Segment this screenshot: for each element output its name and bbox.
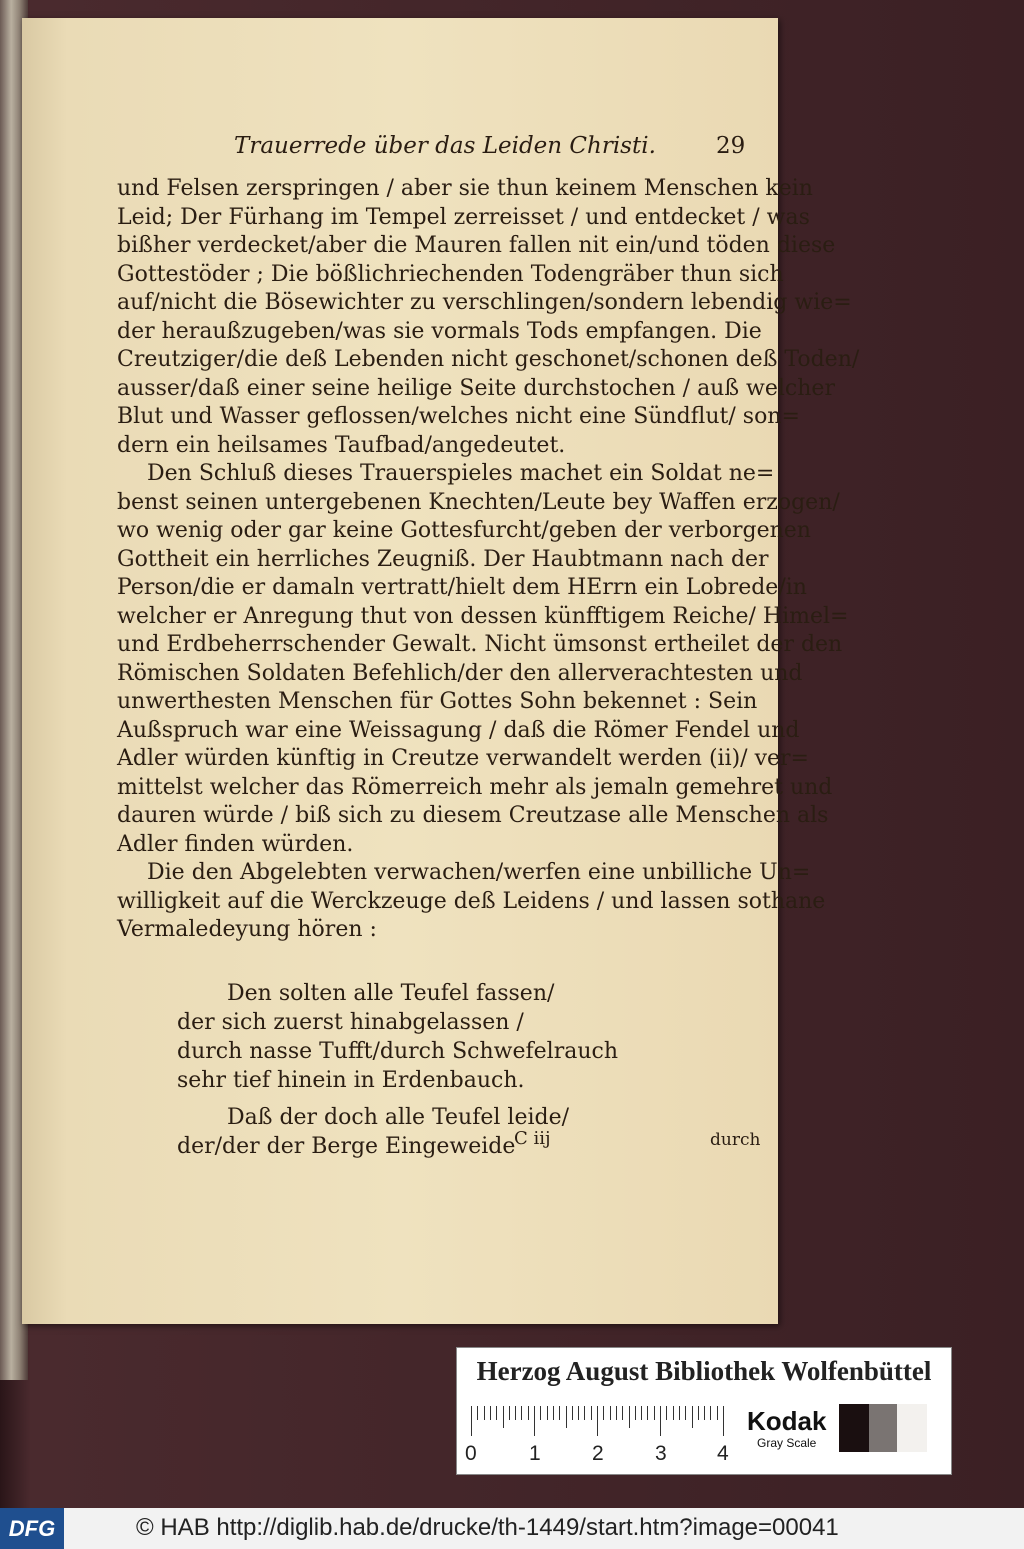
ruler-tick bbox=[647, 1406, 648, 1420]
ruler-tick bbox=[559, 1406, 560, 1420]
swatch-dark bbox=[839, 1404, 869, 1452]
ruler-tick bbox=[692, 1406, 693, 1428]
color-calibration-card bbox=[456, 1347, 952, 1475]
kodak-brand: Kodak bbox=[747, 1406, 827, 1436]
text-line: mittelst welcher das Römerreich mehr als jemaln gemehret und bbox=[117, 774, 833, 800]
ruler-tick bbox=[566, 1406, 567, 1428]
text-line: bißher verdecket/aber die Mauren fallen nit ein/und töden diese bbox=[117, 233, 836, 258]
scale-number: 3 bbox=[655, 1442, 667, 1465]
scale-number: 2 bbox=[592, 1442, 604, 1465]
scale-number: 4 bbox=[717, 1442, 729, 1465]
footer-bar bbox=[0, 1508, 1024, 1549]
ruler-tick bbox=[540, 1406, 541, 1420]
ruler-tick bbox=[629, 1406, 630, 1428]
ruler-tick bbox=[584, 1406, 585, 1420]
ruler-tick bbox=[515, 1406, 516, 1420]
scale-number: 0 bbox=[465, 1442, 477, 1465]
verse-line: der/der der Berge Eingeweide bbox=[177, 1134, 516, 1159]
ruler-tick bbox=[496, 1406, 497, 1420]
text-line: Die den Abgelebten verwachen/werfen eine unbilliche Un= bbox=[147, 860, 811, 885]
ruler-tick bbox=[528, 1406, 529, 1420]
ruler-tick bbox=[471, 1406, 472, 1436]
text-line: ausser/daß einer seine heilige Seite durchstochen / auß welcher bbox=[117, 375, 835, 401]
ruler-tick bbox=[572, 1406, 573, 1420]
footer-credit: © HAB http://diglib.hab.de/drucke/th-1449/start.htm?image=00041 bbox=[136, 1514, 839, 1541]
body-text bbox=[117, 176, 860, 1176]
scale-number: 1 bbox=[529, 1442, 541, 1465]
text-line: Person/die er damaln vertratt/hielt dem HErrn ein Lobrede/in bbox=[117, 575, 807, 600]
ruler-tick bbox=[477, 1406, 478, 1420]
text-line: und Felsen zerspringen / aber sie thun keinem Menschen kein bbox=[117, 176, 813, 201]
catchword: durch bbox=[710, 1130, 761, 1150]
ruler-tick bbox=[603, 1406, 604, 1420]
verse-line: Den solten alle Teufel fassen/ bbox=[227, 981, 555, 1006]
text-line: und Erdbeherrschender Gewalt. Nicht ümsonst ertheilet der den bbox=[117, 632, 843, 657]
dfg-logo: DFG bbox=[0, 1508, 64, 1549]
swatch-light bbox=[897, 1404, 927, 1452]
verse-line: der sich zuerst hinabgelassen / bbox=[177, 1010, 524, 1035]
text-line: wo wenig oder gar keine Gottesfurcht/geben der verborgenen bbox=[117, 518, 811, 543]
ruler-tick bbox=[635, 1406, 636, 1420]
ruler-tick bbox=[553, 1406, 554, 1420]
text-line: welcher er Anregung thut von dessen künfftigem Reiche/ Himel= bbox=[117, 603, 849, 629]
ruler-tick bbox=[597, 1406, 598, 1436]
text-line: Außspruch war eine Weissagung / daß die Römer Fendel und bbox=[117, 717, 800, 743]
ruler-tick bbox=[679, 1406, 680, 1420]
text-line: Blut und Wasser geflossen/welches nicht eine Sündflut/ son= bbox=[117, 404, 800, 429]
ruler-tick bbox=[660, 1406, 661, 1436]
text-line: Den Schluß dieses Trauerspieles machet ein Soldat ne= bbox=[147, 461, 775, 486]
text-line: willigkeit auf die Werckzeuge deß Leidens / und lassen sothane bbox=[117, 888, 826, 914]
text-line: unwerthesten Menschen für Gottes Sohn bekennet : Sein bbox=[117, 689, 758, 714]
text-line: auf/nicht die Bösewichter zu verschlingen/sondern lebendig wie= bbox=[117, 290, 852, 315]
ruler-tick bbox=[484, 1406, 485, 1420]
swatch-mid bbox=[869, 1404, 897, 1452]
ruler-tick bbox=[521, 1406, 522, 1420]
text-line: Römischen Soldaten Befehlich/der den allerverachtesten und bbox=[117, 660, 803, 686]
text-line: Gottheit ein herrliches Zeugniß. Der Haubtmann nach der bbox=[117, 546, 769, 572]
ruler-tick bbox=[704, 1406, 705, 1420]
verse-line: durch nasse Tufft/durch Schwefelrauch bbox=[177, 1039, 619, 1064]
ruler-tick bbox=[490, 1406, 491, 1420]
signature-mark: C iij bbox=[514, 1128, 551, 1149]
ruler-tick bbox=[723, 1406, 724, 1436]
text-line: der heraußzugeben/was sie vormals Tods empfangen. Die bbox=[117, 318, 762, 344]
ruler-scale bbox=[471, 1406, 739, 1436]
ruler-tick bbox=[616, 1406, 617, 1420]
text-line: Adler finden würden. bbox=[117, 831, 354, 857]
library-name: Herzog August Bibliothek Wolfenbüttel bbox=[476, 1356, 932, 1386]
text-line: Gottestöder ; Die bößlichriechenden Todengräber thun sich bbox=[117, 261, 784, 287]
book-page bbox=[22, 18, 860, 1324]
text-line: benst seinen untergebenen Knechten/Leute bey Waffen erzogen/ bbox=[117, 489, 840, 515]
ruler-tick bbox=[666, 1406, 667, 1420]
ruler-tick bbox=[591, 1406, 592, 1420]
ruler-tick bbox=[698, 1406, 699, 1420]
ruler-tick bbox=[710, 1406, 711, 1420]
ruler-tick bbox=[503, 1406, 504, 1428]
ruler-tick bbox=[578, 1406, 579, 1420]
verse-line: sehr tief hinein in Erdenbauch. bbox=[177, 1068, 525, 1093]
ruler-tick bbox=[641, 1406, 642, 1420]
text-line: dern ein heilsames Taufbad/angedeutet. bbox=[117, 432, 566, 458]
running-head: Trauerrede über das Leiden Christi. bbox=[234, 133, 656, 159]
ruler-tick bbox=[509, 1406, 510, 1420]
ruler-tick bbox=[534, 1406, 535, 1436]
ruler-tick bbox=[547, 1406, 548, 1420]
text-line: Vermaledeyung hören : bbox=[117, 917, 377, 942]
text-line: Adler würden künftig in Creutze verwandelt werden (ii)/ ver= bbox=[117, 746, 809, 771]
gray-scale-label: Gray Scale bbox=[757, 1436, 817, 1450]
ruler-tick bbox=[673, 1406, 674, 1420]
ruler-tick bbox=[685, 1406, 686, 1420]
ruler-tick bbox=[622, 1406, 623, 1420]
ruler-tick bbox=[654, 1406, 655, 1420]
page-number: 29 bbox=[716, 133, 746, 159]
ruler-tick bbox=[717, 1406, 718, 1420]
verse-line: Daß der doch alle Teufel leide/ bbox=[227, 1105, 570, 1130]
text-line: Creutziger/die deß Lebenden nicht geschonet/schonen deß Toden/ bbox=[117, 347, 860, 372]
ruler-tick bbox=[610, 1406, 611, 1420]
text-line: Leid; Der Fürhang im Tempel zerreisset / und entdecket / was bbox=[117, 204, 810, 230]
text-line: dauren würde / biß sich zu diesem Creutzase alle Menschen als bbox=[117, 803, 829, 828]
